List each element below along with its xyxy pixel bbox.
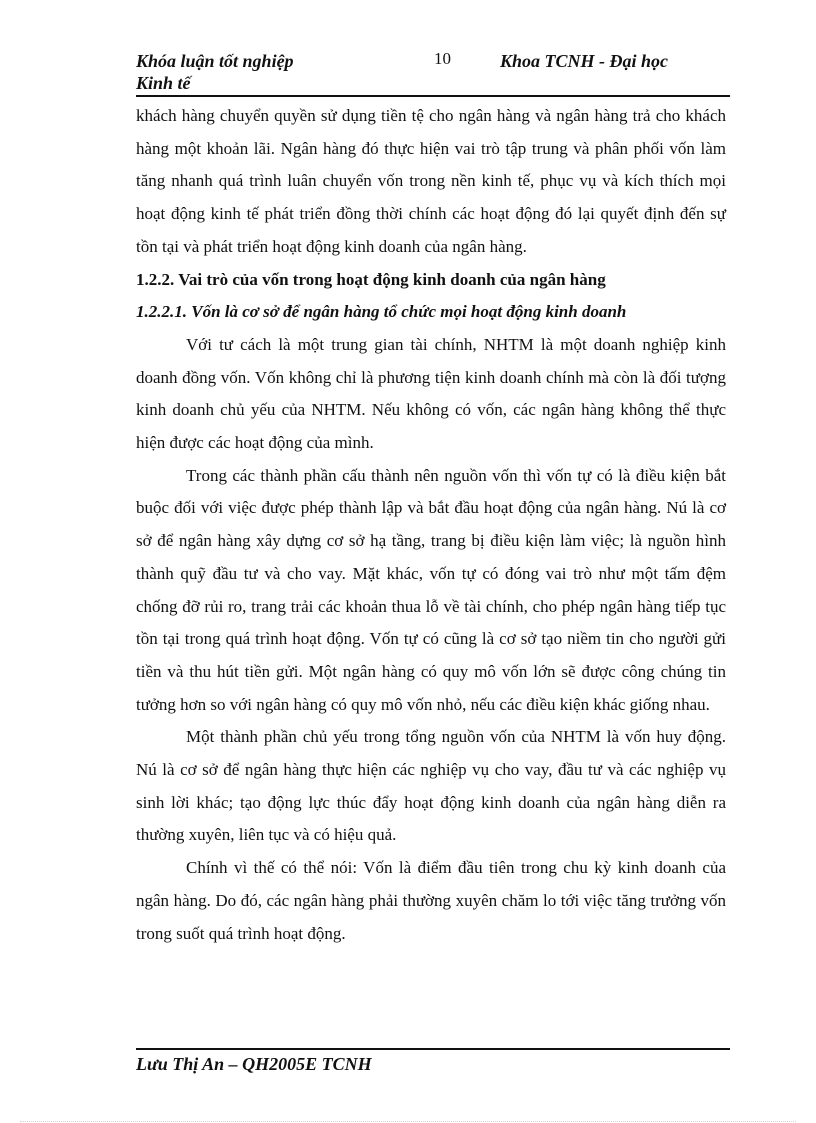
header-faculty-label: Khoa TCNH - Đại học (500, 51, 669, 71)
paragraph-mobilized-capital: Một thành phần chủ yếu trong tổng nguồn vốn của NHTM là vốn huy động. Nú là cơ sở để ngân hàng thực hiện các nghiệp vụ cho vay, đầu tư và các nghiệp vụ sinh lời khác; tạo động lực thúc đẩy hoạt động kinh doanh của ngân hàng diễn ra thường xuyên, liên tục và có hiệu quả. (136, 727, 726, 845)
header-field-label: Kinh tế (136, 73, 191, 93)
header-divider (136, 95, 730, 97)
header-left (136, 50, 294, 94)
footer-divider (136, 1048, 730, 1050)
paragraph-intermediary: Với tư cách là một trung gian tài chính, NHTM là một doanh nghiệp kinh doanh đồng vốn. Vốn không chỉ là phương tiện kinh doanh chính mà còn là đối tượng kinh doanh chủ yếu của NHTM. Nếu không có vốn, các ngân hàng không thể thực hiện được các hoạt động của mình. (136, 334, 726, 453)
page-header (136, 48, 730, 94)
header-thesis-label: Khóa luận tốt nghiệp (136, 51, 294, 71)
footer-author: Lưu Thị An – QH2005E TCNH (136, 1054, 372, 1074)
paragraph-conclusion: Chính vì thế có thể nói: Vốn là điểm đầu tiên trong chu kỳ kinh doanh của ngân hàng. Do đó, các ngân hàng phải thường xuyên chăm lo tới việc tăng trưởng vốn trong suốt quá trình hoạt động. (136, 858, 726, 943)
paragraph-continuation: khách hàng chuyển quyền sử dụng tiền tệ cho ngân hàng và ngân hàng trả cho khách hàng một khoản lãi. Ngân hàng đó thực hiện vai trò tập trung và phân phối vốn làm tăng nhanh quá trình luân chuyển vốn trong nền kinh tế, phục vụ và kích thích mọi hoạt động kinh tế phát triển đồng thời chính các hoạt động đó lại quyết định đến sự tồn tại và phát triển hoạt động kinh doanh của ngân hàng. (136, 106, 726, 256)
subsection-heading-1-2-2-1: 1.2.2.1. Vốn là cơ sở để ngân hàng tổ chức mọi hoạt động kinh doanh (136, 302, 627, 322)
section-heading-1-2-2: 1.2.2. Vai trò của vốn trong hoạt động kinh doanh của ngân hàng (136, 269, 606, 289)
page-edge-line (20, 1121, 796, 1122)
paragraph-equity-capital: Trong các thành phần cấu thành nên nguồn vốn thì vốn tự có là điều kiện bắt buộc đối với việc được phép thành lập và bắt đầu hoạt động của ngân hàng. Nú là cơ sở để ngân hàng xây dựng cơ sở hạ tầng, trang bị điều kiện làm việc; là nguồn hình thành quỹ đầu tư và cho vay. Mặt khác, vốn tự có đóng vai trò như một tấm đệm chống đỡ rủi ro, trang trải các khoản thua lỗ về tài chính, cho phép ngân hàng tiếp tục tồn tại trong quá trình hoạt động. Vốn tự có cũng là cơ sở tạo niềm tin cho người gửi tiền và thu hút tiền gửi. Một ngân hàng có quy mô vốn lớn sẽ được công chúng tin tưởng hơn so với ngân hàng có quy mô vốn nhỏ, nếu các điều kiện khác giống nhau. (136, 465, 726, 714)
document-body (136, 100, 726, 950)
page-number: 10 (434, 49, 451, 68)
